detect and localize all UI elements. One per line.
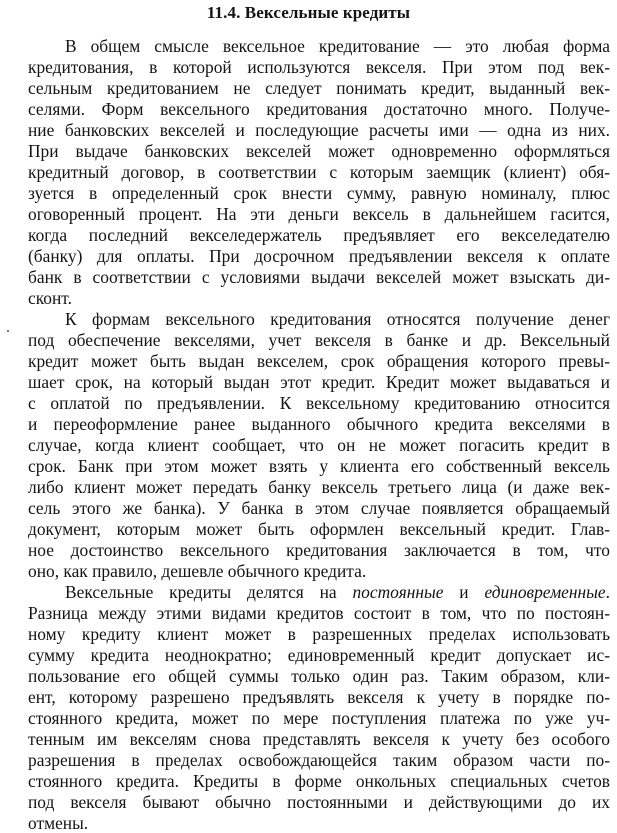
- text-line: [65, 582, 610, 602]
- text-line: (банку) для оплаты. При досрочном предъявлении векселя к оплате: [28, 246, 610, 266]
- text-run: и: [443, 582, 485, 602]
- text-line: когда последний векселедержатель предъявляет его векселедателю: [28, 225, 610, 245]
- text-line: сельным кредитованием не следует понимать кредит, выданный век-: [28, 78, 610, 98]
- text-line: сконт.: [28, 288, 72, 308]
- text-line: В общем смысле вексельное кредитование — это любая форма: [65, 36, 610, 56]
- text-line: кредитования, в которой используются векселя. При этом под век-: [28, 57, 610, 77]
- text-line: сумму кредита неоднократно; единовременный кредит допускает ис-: [28, 645, 610, 665]
- text-run: Вексельные кредиты делятся на: [65, 582, 353, 602]
- text-line: и переоформление ранее выданного обычного кредита векселями в: [28, 414, 610, 434]
- text-line: Разница между этими видами кредитов состоит в том, что по постоян-: [28, 603, 610, 623]
- text-line: кредит может быть выдан векселем, срок обращения которого превы-: [28, 351, 610, 371]
- text-line: оно, как правило, дешевле обычного кредита.: [28, 561, 367, 581]
- text-line: ент, которому разрешено предъявлять векселя к учету в порядке по-: [28, 687, 610, 707]
- text-line: под обеспечение векселями, учет векселя в банке и др. Вексельный: [28, 330, 610, 350]
- section-heading: 11.4. Вексельные кредиты: [206, 3, 411, 22]
- text-line: кредитный договор, в соответствии с которым заемщик (клиент) обя-: [28, 162, 610, 182]
- text-line: документ, которым может быть оформлен вексельный кредит. Глав-: [28, 519, 610, 539]
- text-line: под векселя бывают обычно постоянными и действующими до их: [28, 792, 610, 812]
- text-line: стоянного кредита. Кредиты в форме онкольных специальных счетов: [28, 771, 610, 791]
- term-permanent: постоянные: [352, 582, 444, 602]
- term-one-time: единовременные: [484, 582, 606, 602]
- text-line: банк в соответствии с условиями выдачи векселей может взыскать ди-: [28, 267, 610, 287]
- scan-speck: [7, 330, 9, 332]
- text-line: ное достоинство вексельного кредитования заключается в том, что: [28, 540, 610, 560]
- text-line: ному кредиту клиент может в разрешенных пределах использовать: [28, 624, 610, 644]
- text-line: сель этого же банка). У банка в этом случае появляется обращаемый: [28, 498, 610, 518]
- text-line: разрешения в пределах освобождающейся таким образом части по-: [28, 750, 610, 770]
- text-line: тенным им векселям снова представлять векселя к учету без особого: [28, 729, 610, 749]
- text-line: К формам вексельного кредитования относятся получение денег: [65, 309, 610, 329]
- text-line: случае, когда клиент сообщает, что он не может погасить кредит в: [28, 435, 610, 455]
- text-line: срок. Банк при этом может взять у клиента его собственный вексель: [28, 456, 610, 476]
- text-line: пользование его общей суммы только один раз. Таким образом, кли-: [28, 666, 610, 686]
- text-line: При выдаче банковских векселей может одновременно оформляться: [28, 141, 610, 161]
- text-line: стоянного кредита, может по мере поступления платежа по уже уч-: [28, 708, 610, 728]
- text-line: шает срок, на который выдан этот кредит. Кредит может выдаваться и: [28, 372, 610, 392]
- text-line: либо клиент может передать банку вексель третьего лица (и даже век-: [28, 477, 610, 497]
- text-line: ние банковских векселей и последующие расчеты ими — одна из них.: [28, 120, 610, 140]
- text-line: с оплатой по предъявлении. К вексельному кредитованию относится: [28, 393, 610, 413]
- text-line: зуется в определенный срок внести сумму, равную номиналу, плюс: [28, 183, 610, 203]
- text-line: селями. Форм вексельного кредитования достаточно много. Получе-: [28, 99, 610, 119]
- text-line: оговоренный процент. На эти деньги вексель в дальнейшем гасится,: [28, 204, 610, 224]
- text-run: .: [605, 582, 610, 602]
- text-line: отмены.: [28, 813, 89, 833]
